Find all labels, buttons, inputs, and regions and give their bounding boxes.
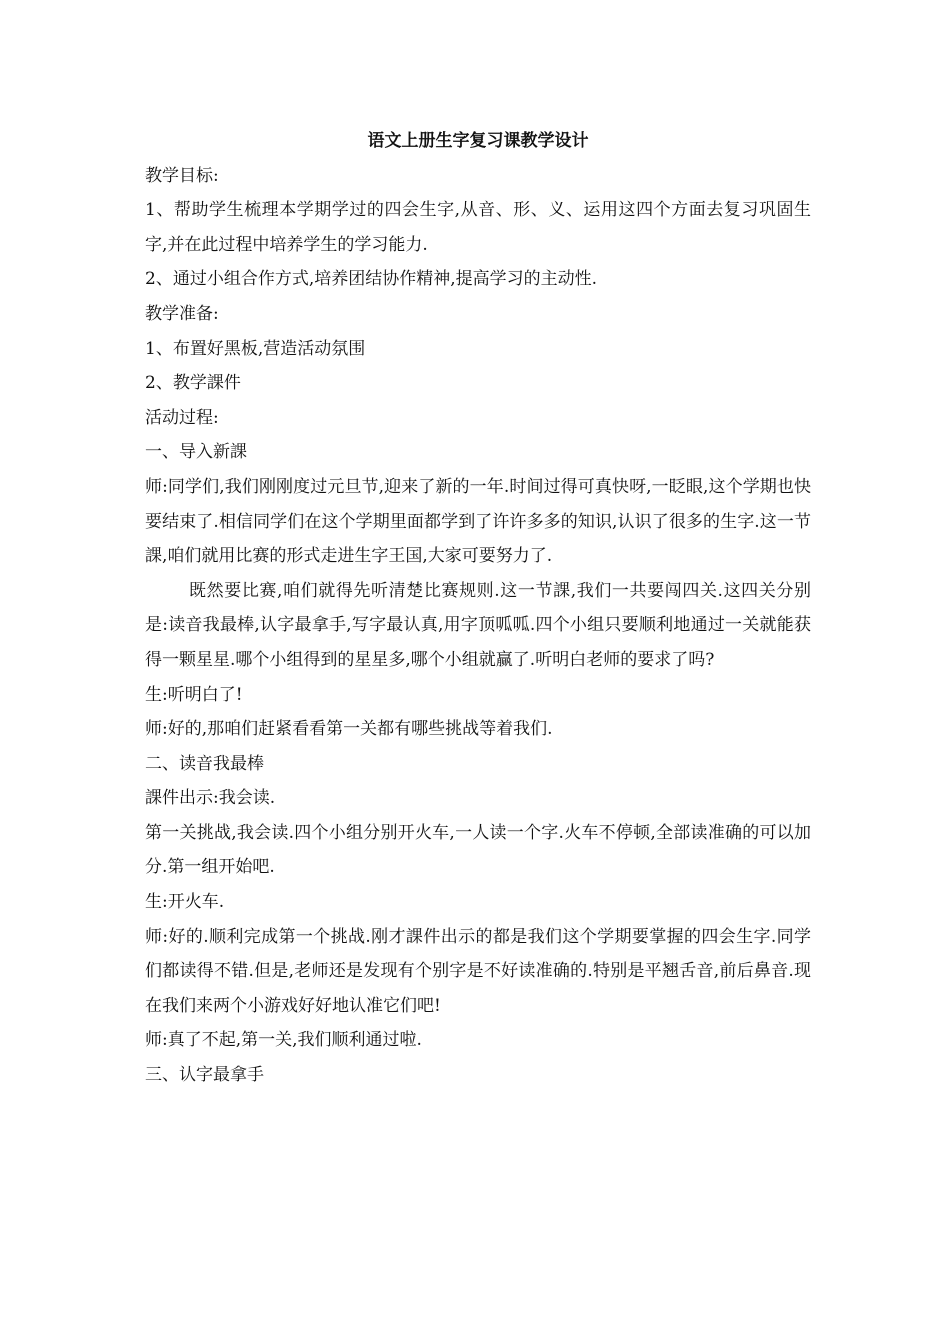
paragraph: 既然要比赛,咱们就得先听清楚比赛规则.这一节課,我们一共要闯四关.这四关分别是:读音我最棒,认字最拿手,写字最认真,用字顶呱呱.四个小组只要顺利地通过一关就能获得一颗星星.哪个小组得到的星星多,哪个小组就赢了.听明白老师的要求了吗? — [145, 580, 811, 670]
document-body — [145, 124, 811, 1093]
paragraph: 师:真了不起,第一关,我们顺利通过啦. — [145, 1030, 422, 1051]
paragraph: 第一关挑战,我会读.四个小组分别开火车,一人读一个字.火车不停顿,全部读准确的可以加分.第一组开始吧. — [145, 822, 811, 878]
paragraph: 师:好的,那咱们赶紧看看第一关都有哪些挑战等着我们. — [145, 719, 553, 740]
paragraph: 三、认字最拿手 — [145, 1065, 264, 1086]
paragraph: 1、帮助学生梳理本学期学过的四会生字,从音、形、义、运用这四个方面去复习巩固生字,并在此过程中培养学生的学习能力. — [145, 200, 811, 255]
paragraph: 1、布置好黑板,营造活动氛围 — [145, 338, 366, 359]
paragraph: 师:同学们,我们刚刚度过元旦节,迎来了新的一年.时间过得可真快呀,一眨眼,这个学期也快要结束了.相信同学们在这个学期里面都学到了许许多多的知识,认识了很多的生字.这一节課,咱们就用比赛的形式走进生字王国,大家可要努力了. — [145, 476, 811, 567]
paragraph: 教学目标: — [145, 165, 219, 186]
document-title: 语文上册生字复习课教学设计 — [367, 131, 589, 151]
paragraph: 师:好的.顺利完成第一个挑战.刚才課件出示的都是我们这个学期要掌握的四会生字.同学们都读得不错.但是,老师还是发现有个别字是不好读准确的.特别是平翘舌音,前后鼻音.现在我们来两个小游戏好好地认准它们吧! — [145, 926, 811, 1016]
paragraph: 2、教学課件 — [145, 373, 241, 394]
paragraph-list — [145, 159, 811, 1093]
paragraph: 生:开火车. — [145, 892, 225, 913]
paragraph: 課件出示:我会读. — [145, 788, 276, 809]
paragraph: 活动过程: — [145, 407, 219, 428]
paragraph: 生:听明白了! — [145, 684, 243, 705]
paragraph: 一、导入新課 — [145, 442, 247, 463]
paragraph: 教学准备: — [145, 303, 219, 324]
paragraph: 二、读音我最棒 — [145, 753, 264, 774]
paragraph: 2、通过小组合作方式,培养团结协作精神,提高学习的主动性. — [145, 269, 598, 290]
